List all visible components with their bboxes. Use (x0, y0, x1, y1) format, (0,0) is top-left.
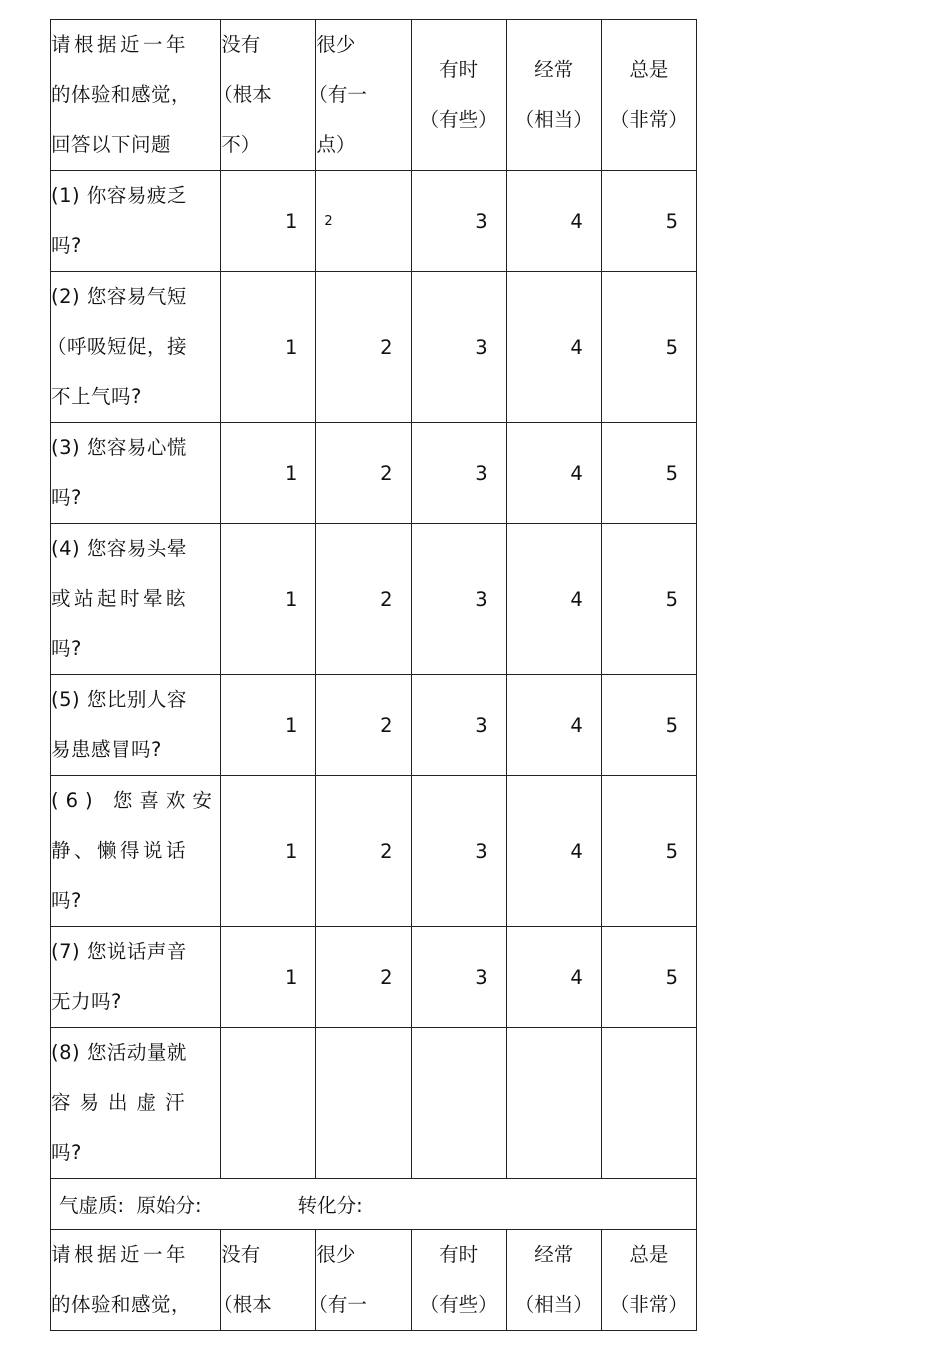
option-never-header: 没有 （根本 不） (221, 20, 316, 171)
question-text: (2) 您容易气短 （呼吸短促，接 不上气吗? (51, 272, 221, 423)
score-cell[interactable]: 5 (601, 272, 696, 423)
score-cell[interactable]: 4 (506, 272, 601, 423)
option-rarely-header: 很少 （有一 (316, 1230, 411, 1331)
score-cell[interactable]: 1 (221, 171, 316, 272)
score-cell[interactable]: 5 (601, 171, 696, 272)
score-cell[interactable]: 1 (221, 927, 316, 1028)
score-cell[interactable]: 4 (506, 776, 601, 927)
score-cell[interactable]: 5 (601, 524, 696, 675)
header-row (51, 20, 697, 171)
option-always-header: 总是 （非常） (601, 1230, 696, 1331)
option-never-header: 没有 （根本 (221, 1230, 316, 1331)
option-always-header: 总是 （非常） (601, 20, 696, 171)
raw-score-label: 原始分: (136, 1194, 202, 1217)
question-row-8 (51, 1028, 697, 1179)
score-cell[interactable]: 4 (506, 423, 601, 524)
question-row-7 (51, 927, 697, 1028)
score-cell[interactable]: 5 (601, 927, 696, 1028)
summary-label: 气虚质: (59, 1194, 125, 1217)
option-rarely-header: 很少 （有一 点） (316, 20, 411, 171)
question-row-3 (51, 423, 697, 524)
question-row-6 (51, 776, 697, 927)
score-cell[interactable]: 5 (601, 675, 696, 776)
question-text: (7) 您说话声音 无力吗? (51, 927, 221, 1028)
question-row-4 (51, 524, 697, 675)
questionnaire-table (47, 19, 697, 1331)
score-cell[interactable] (316, 1028, 411, 1179)
option-sometimes-header: 有时 （有些） (411, 20, 506, 171)
score-cell[interactable]: 1 (221, 675, 316, 776)
score-cell[interactable]: 2 (316, 675, 411, 776)
score-cell[interactable]: 4 (506, 675, 601, 776)
summary-cell (51, 1179, 697, 1230)
question-text: (5) 您比别人容 易患感冒吗? (51, 675, 221, 776)
score-cell[interactable] (411, 1028, 506, 1179)
score-cell[interactable] (601, 1028, 696, 1179)
score-cell[interactable]: 4 (506, 927, 601, 1028)
option-sometimes-header: 有时 （有些） (411, 1230, 506, 1331)
score-cell[interactable]: 1 (221, 524, 316, 675)
score-cell[interactable]: 3 (411, 927, 506, 1028)
score-cell[interactable]: 5 (601, 423, 696, 524)
score-cell[interactable]: 1 (221, 423, 316, 524)
score-cell[interactable]: 5 (601, 776, 696, 927)
question-row-5 (51, 675, 697, 776)
question-row-1 (51, 171, 697, 272)
option-often-header: 经常 （相当） (506, 20, 601, 171)
question-text: (4) 您容易头晕 或站起时晕眩 吗? (51, 524, 221, 675)
header-prompt: 请根据近一年 的体验和感觉， 回答以下问题 (51, 20, 221, 171)
question-row-2 (51, 272, 697, 423)
question-text: (8) 您活动量就 容易出虚汗 吗? (51, 1028, 221, 1179)
score-cell[interactable]: 2 (316, 272, 411, 423)
option-often-header: 经常 （相当） (506, 1230, 601, 1331)
score-cell[interactable]: 3 (411, 776, 506, 927)
score-cell[interactable] (221, 1028, 316, 1179)
score-cell[interactable] (506, 1028, 601, 1179)
question-text: (3) 您容易心慌 吗? (51, 423, 221, 524)
score-cell[interactable]: 3 (411, 524, 506, 675)
score-cell[interactable]: 2 (316, 776, 411, 927)
converted-score-label: 转化分: (297, 1194, 363, 1217)
score-cell[interactable]: 2 (316, 927, 411, 1028)
score-cell[interactable]: 4 (506, 524, 601, 675)
score-cell[interactable]: 1 (221, 776, 316, 927)
score-cell[interactable]: 3 (411, 423, 506, 524)
summary-row (51, 1179, 697, 1230)
score-cell[interactable]: 2 (316, 423, 411, 524)
score-cell[interactable]: 1 (221, 272, 316, 423)
score-cell[interactable]: 3 (411, 272, 506, 423)
score-cell[interactable]: 4 (506, 171, 601, 272)
question-text: (6) 您喜欢安 静、懒得说话 吗? (51, 776, 221, 927)
question-text: (1) 你容易疲乏 吗? (51, 171, 221, 272)
header-prompt: 请根据近一年 的体验和感觉， (51, 1230, 221, 1331)
header-row-2 (51, 1230, 697, 1331)
score-cell[interactable]: 3 (411, 171, 506, 272)
score-cell[interactable]: 2 (316, 171, 411, 272)
score-cell[interactable]: 3 (411, 675, 506, 776)
score-cell[interactable]: 2 (316, 524, 411, 675)
